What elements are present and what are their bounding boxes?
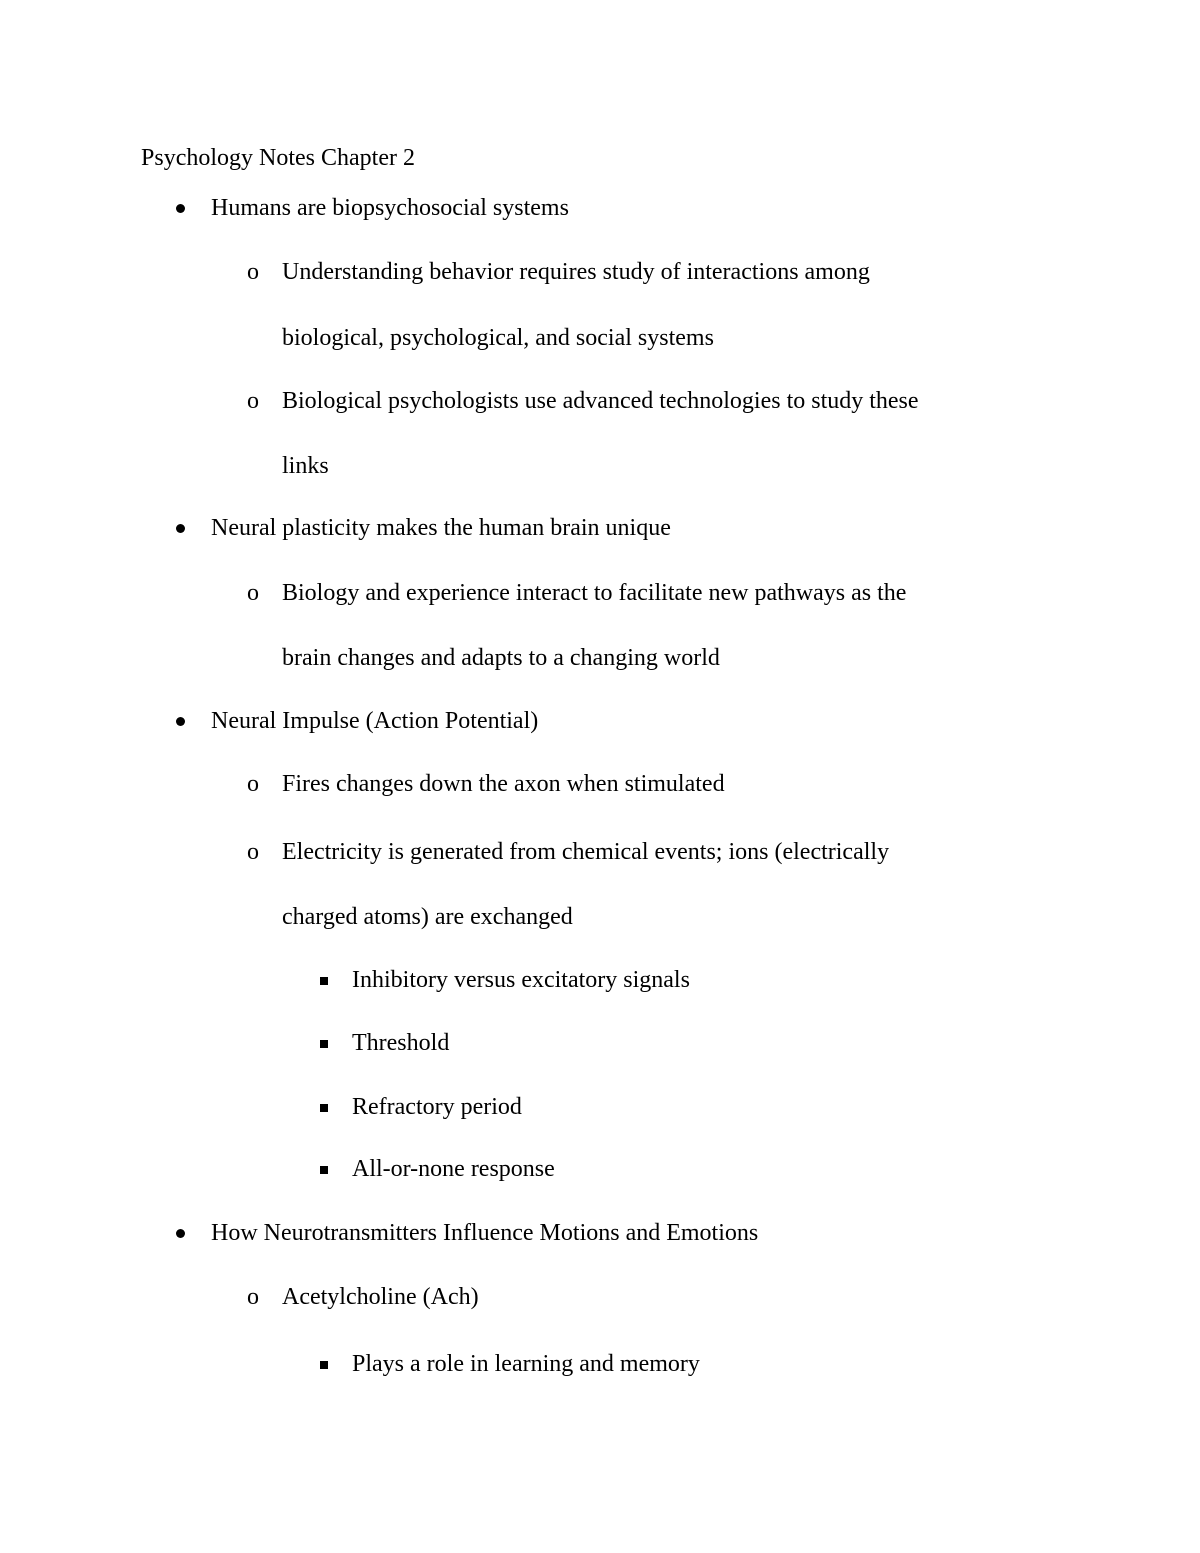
list-item-level-1: Neural Impulse (Action Potential) bbox=[211, 708, 539, 734]
list-item-continuation: links bbox=[282, 453, 329, 479]
list-item-level-2: Understanding behavior requires study of interactions among bbox=[282, 259, 870, 285]
list-item-level-3: Plays a role in learning and memory bbox=[352, 1351, 700, 1377]
circle-bullet-icon: o bbox=[247, 388, 259, 414]
list-item-level-1: How Neurotransmitters Influence Motions and Emotions bbox=[211, 1220, 759, 1246]
circle-bullet-icon: o bbox=[247, 771, 259, 797]
list-item-level-2: Fires changes down the axon when stimulated bbox=[282, 771, 725, 797]
list-item-level-2: Electricity is generated from chemical events; ions (electrically bbox=[282, 839, 890, 865]
list-item-continuation: brain changes and adapts to a changing world bbox=[282, 645, 720, 671]
disc-bullet-icon bbox=[176, 717, 185, 726]
list-item-level-2: Acetylcholine (Ach) bbox=[282, 1284, 479, 1310]
disc-bullet-icon bbox=[176, 1229, 185, 1238]
square-bullet-icon bbox=[320, 1166, 328, 1174]
disc-bullet-icon bbox=[176, 204, 185, 213]
list-item-level-3: All-or-none response bbox=[352, 1156, 555, 1182]
document-title: Psychology Notes Chapter 2 bbox=[141, 145, 415, 171]
square-bullet-icon bbox=[320, 1040, 328, 1048]
square-bullet-icon bbox=[320, 1361, 328, 1369]
list-item-level-3: Refractory period bbox=[352, 1094, 522, 1120]
circle-bullet-icon: o bbox=[247, 259, 259, 285]
disc-bullet-icon bbox=[176, 524, 185, 533]
list-item-level-3: Threshold bbox=[352, 1030, 450, 1056]
list-item-continuation: biological, psychological, and social systems bbox=[282, 325, 714, 351]
list-item-level-2: Biology and experience interact to facilitate new pathways as the bbox=[282, 580, 907, 606]
list-item-level-2: Biological psychologists use advanced technologies to study these bbox=[282, 388, 919, 414]
circle-bullet-icon: o bbox=[247, 580, 259, 606]
list-item-level-1: Humans are biopsychosocial systems bbox=[211, 195, 569, 221]
circle-bullet-icon: o bbox=[247, 839, 259, 865]
list-item-level-3: Inhibitory versus excitatory signals bbox=[352, 967, 690, 993]
square-bullet-icon bbox=[320, 1104, 328, 1112]
list-item-level-1: Neural plasticity makes the human brain unique bbox=[211, 515, 671, 541]
list-item-continuation: charged atoms) are exchanged bbox=[282, 904, 573, 930]
square-bullet-icon bbox=[320, 977, 328, 985]
circle-bullet-icon: o bbox=[247, 1284, 259, 1310]
